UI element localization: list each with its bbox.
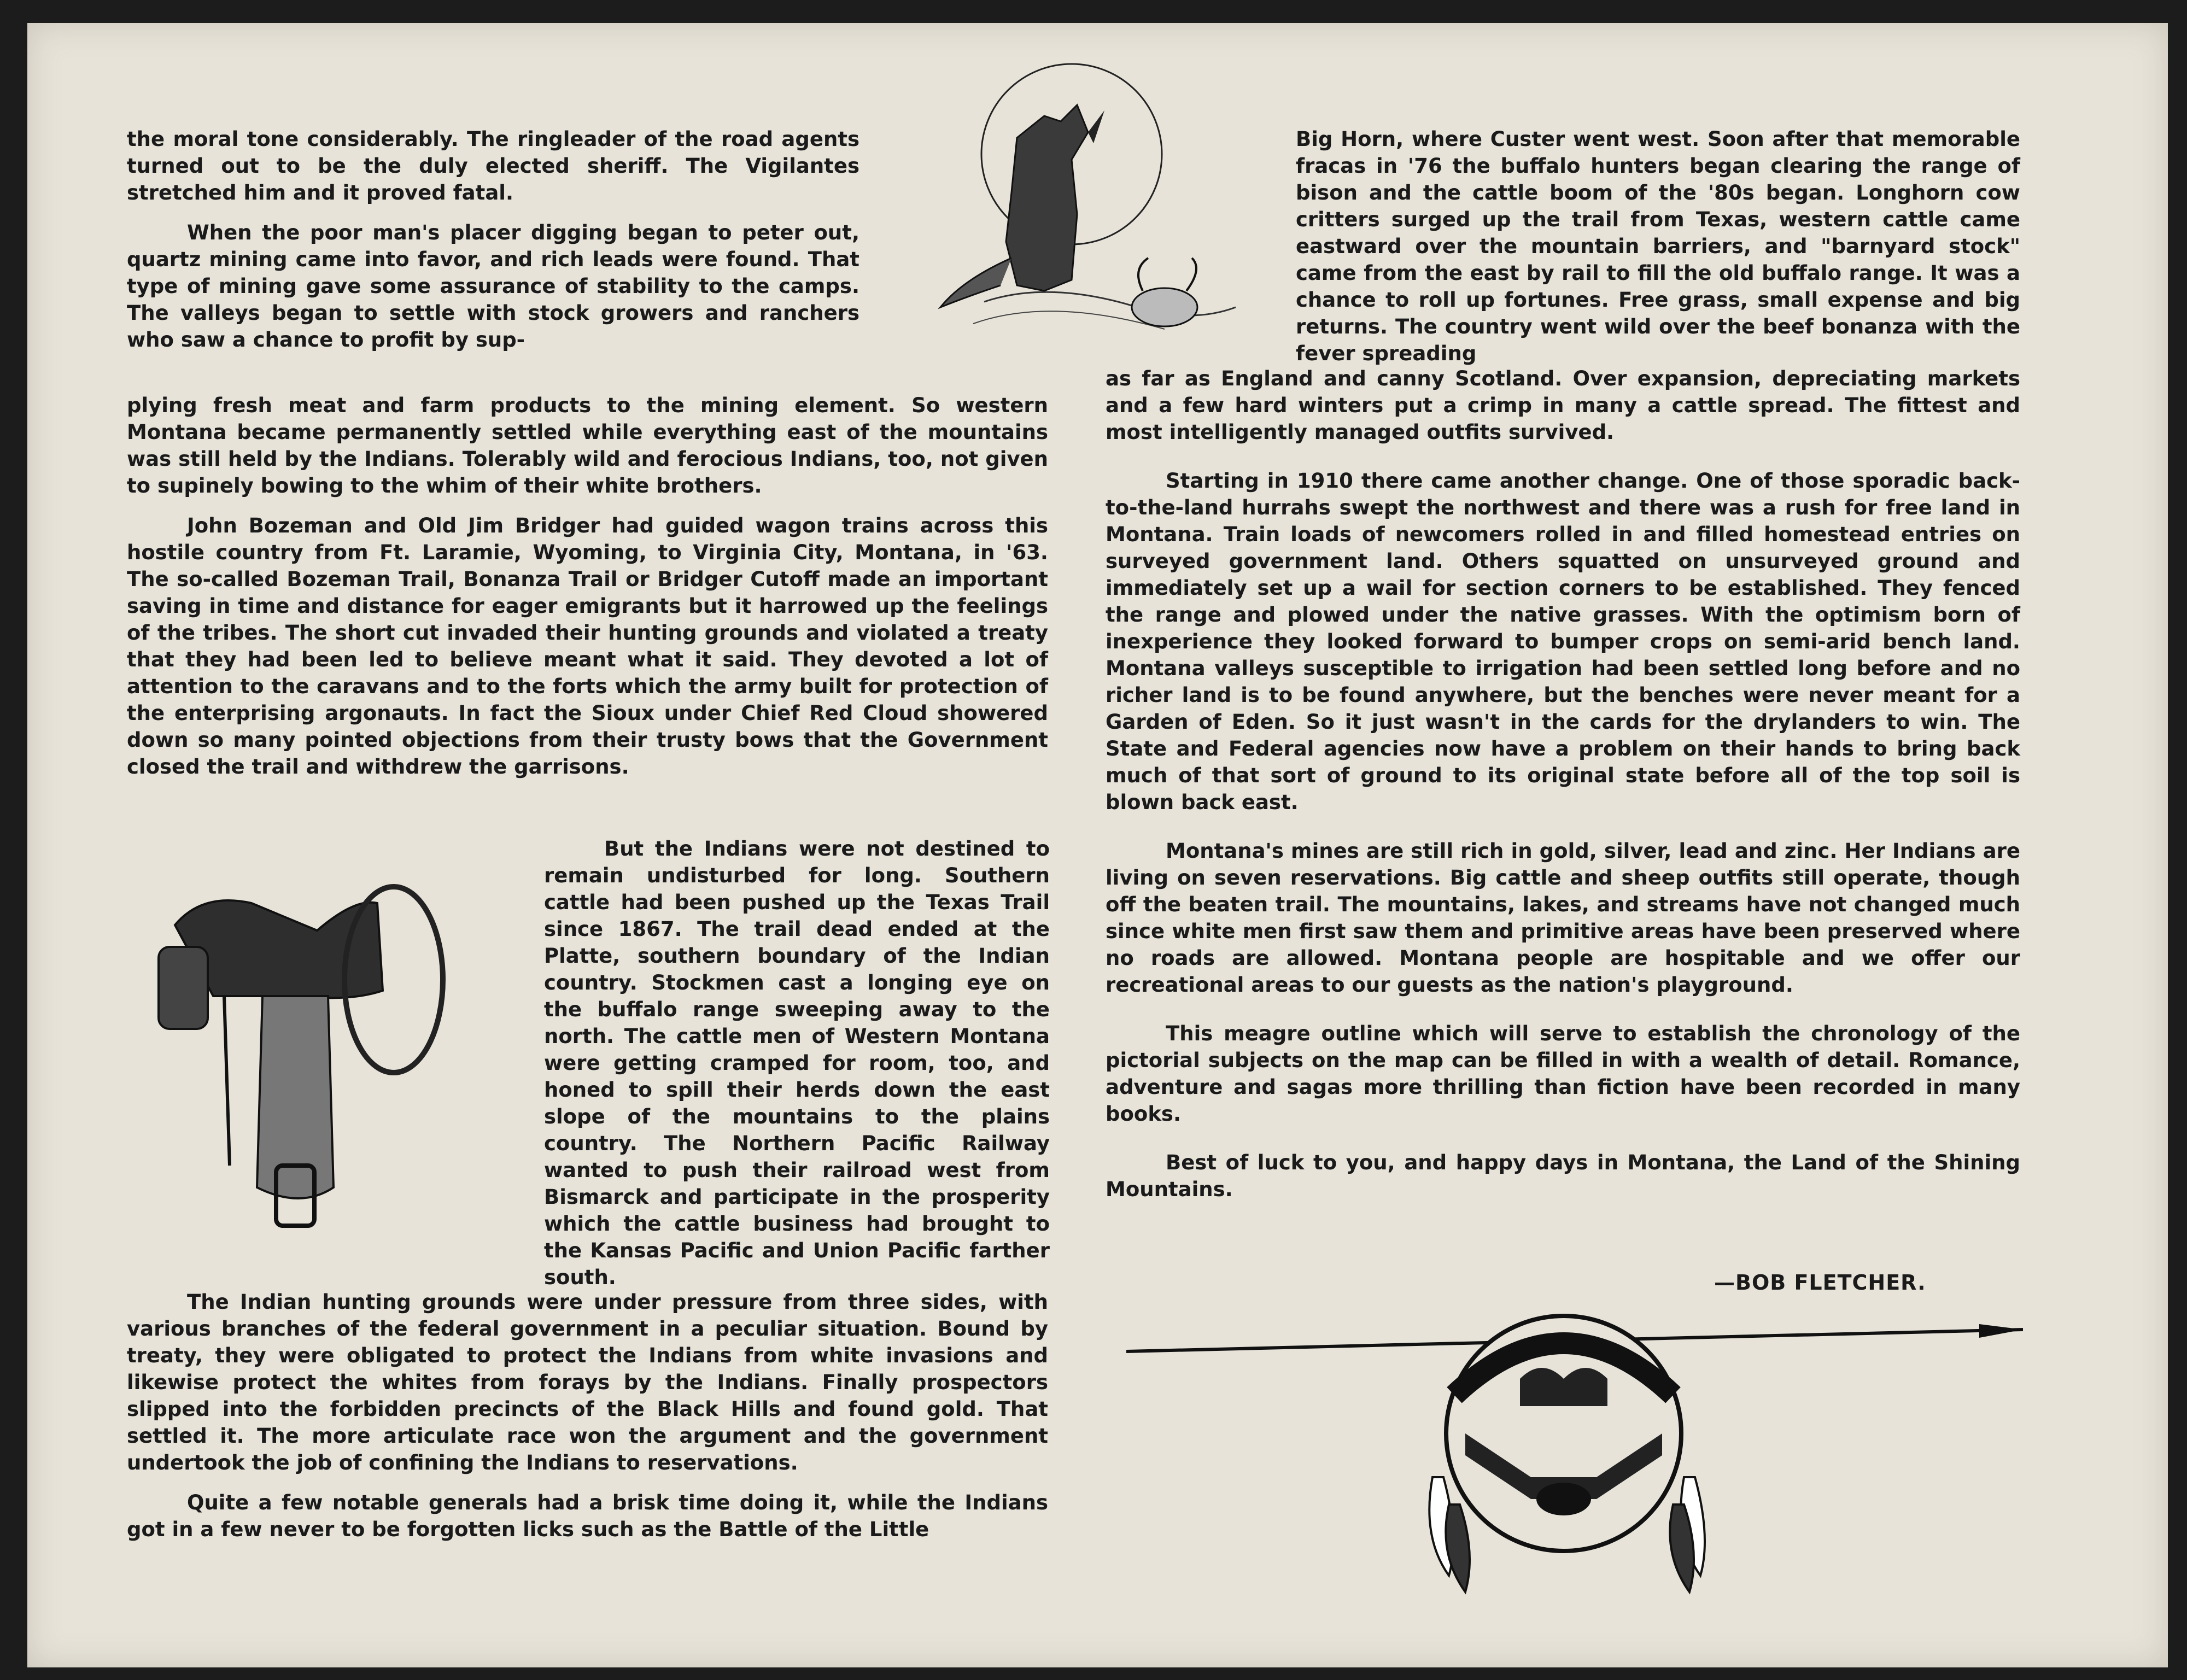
document-page: [27, 23, 2168, 1667]
war-shield-icon: [1126, 1297, 2023, 1603]
howling-coyote-icon: [908, 50, 1247, 378]
paragraph: Quite a few notable generals had a brisk time doing it, while the Indians got in a few never to be forgotten licks such as the Battle of the Little: [127, 1491, 1048, 1541]
right-column-main: [1106, 365, 2020, 1203]
paragraph: Starting in 1910 there came another change. One of those sporadic back-to-the-land hurrahs swept the northwest and there was a rush for free land in Montana. Train loads of newcomers rolled in and filled homestead entries on surveyed government land. Others squatted on unsurveyed ground and immediately set up a wail for section corners to be established. They fenced the range and plowed under the native grasses. With the optimism born of inexperience they looked forward to bumper crops on semi-arid bench land. Montana valleys susceptible to irrigation had been settled long before and no richer land is to be found anywhere, but the benches were never meant for a Garden of Eden. So it just wasn't in the cards for the drylanders to win. The State and Federal agencies now have a problem on their hands to bring back much of that sort of ground to its original state before all of the top soil is blown back east.: [1106, 469, 2020, 814]
right-column-upper: [1296, 126, 2020, 367]
paragraph: Best of luck to you, and happy days in Montana, the Land of the Shining Mountains.: [1106, 1151, 2020, 1201]
paragraph: When the poor man's placer digging began to peter out, quartz mining came into favor, and rich leads were found. That type of mining gave some assurance of stability to the camps. The valleys began to settle with stock growers and ranchers who saw a chance to profit by sup-: [127, 221, 859, 352]
paragraph: the moral tone considerably. The ringleader of the road agents turned out to be the duly elected sheriff. The Vigilantes stretched him and it proved fatal.: [127, 127, 859, 204]
signature: —BOB FLETCHER.: [1714, 1271, 1926, 1295]
paragraph: But the Indians were not destined to remain undisturbed for long. Southern cattle had been pushed up the Texas Trail since 1867. The trail dead ended at the Platte, southern boundary of the Indian country. Stockmen cast a longing eye on the buffalo range sweeping away to the north. The cattle men of Western Montana were getting cramped for room, too, and honed to spill their herds down the east slope of the mountains to the plains country. The Northern Pacific Railway wanted to push their railroad west from Bismarck and participate in the prosperity which the cattle business had brought to the Kansas Pacific and Union Pacific farther south.: [544, 837, 1050, 1289]
paragraph: as far as England and canny Scotland. Over expansion, depreciating markets and a few hard winters put a crimp in many a cattle spread. The fittest and most intelligently managed outfits survived.: [1106, 367, 2020, 444]
saddle-icon: [137, 859, 498, 1253]
left-column-wide: [127, 392, 1048, 780]
paragraph: Big Horn, where Custer went west. Soon after that memorable fracas in '76 the buffalo hunters began clearing the range of bison and the cattle boom of the '80s began. Longhorn cow critters surged up the trail from Texas, western cattle came eastward over the mountain barriers, and "barnyard stock" came from the east by rail to fill the old buffalo range. It was a chance to roll up fortunes. Free grass, small expense and big returns. The country went wild over the beef bonanza with the fever spreading: [1296, 127, 2020, 365]
paragraph: The Indian hunting grounds were under pressure from three sides, with various branches of the federal government in a peculiar situation. Bound by treaty, they were obligated to protect the Indians from white invasions and likewise protect the whites from forays by the Indians. Finally prospectors slipped into the forbidden precincts of the Black Hills and found gold. That settled it. The more articulate race won the argument and the government undertook the job of confining the Indians to reservations.: [127, 1290, 1048, 1474]
left-column-lower: [127, 1289, 1048, 1543]
paragraph: John Bozeman and Old Jim Bridger had guided wagon trains across this hostile country from Ft. Laramie, Wyoming, to Virginia City, Montana, in '63. The so-called Bozeman Trail, Bonanza Trail or Bridger Cutoff made an important saving in time and distance for eager emigrants but it harrowed up the feelings of the tribes. The short cut invaded their hunting grounds and violated a treaty that they had been led to believe meant what it said. They devoted a lot of attention to the caravans and to the forts which the army built for protection of the enterprising argonauts. In fact the Sioux under Chief Red Cloud showered down so many pointed objections from their trusty bows that the Government closed the trail and withdrew the garrisons.: [127, 514, 1048, 778]
left-column-narrow: [544, 835, 1050, 1291]
left-column-upper: [127, 126, 859, 353]
paragraph: plying fresh meat and farm products to the mining element. So western Montana became permanently settled while everything east of the mountains was still held by the Indians. Tolerably wild and ferocious Indians, too, not given to supinely bowing to the whim of their white brothers.: [127, 394, 1048, 497]
paragraph: Montana's mines are still rich in gold, silver, lead and zinc. Her Indians are living on seven reservations. Big cattle and sheep outfits still operate, though off the beaten trail. The mountains, lakes, and streams have not changed much since white men first saw them and primitive areas have been preserved where no roads are allowed. Montana people are hospitable and we offer our recreational areas to our guests as the nation's playground.: [1106, 839, 2020, 997]
paragraph: This meagre outline which will serve to establish the chronology of the pictorial subjects on the map can be filled in with a wealth of detail. Romance, adventure and sagas more thrilling than fiction have been recorded in many books.: [1106, 1022, 2020, 1126]
